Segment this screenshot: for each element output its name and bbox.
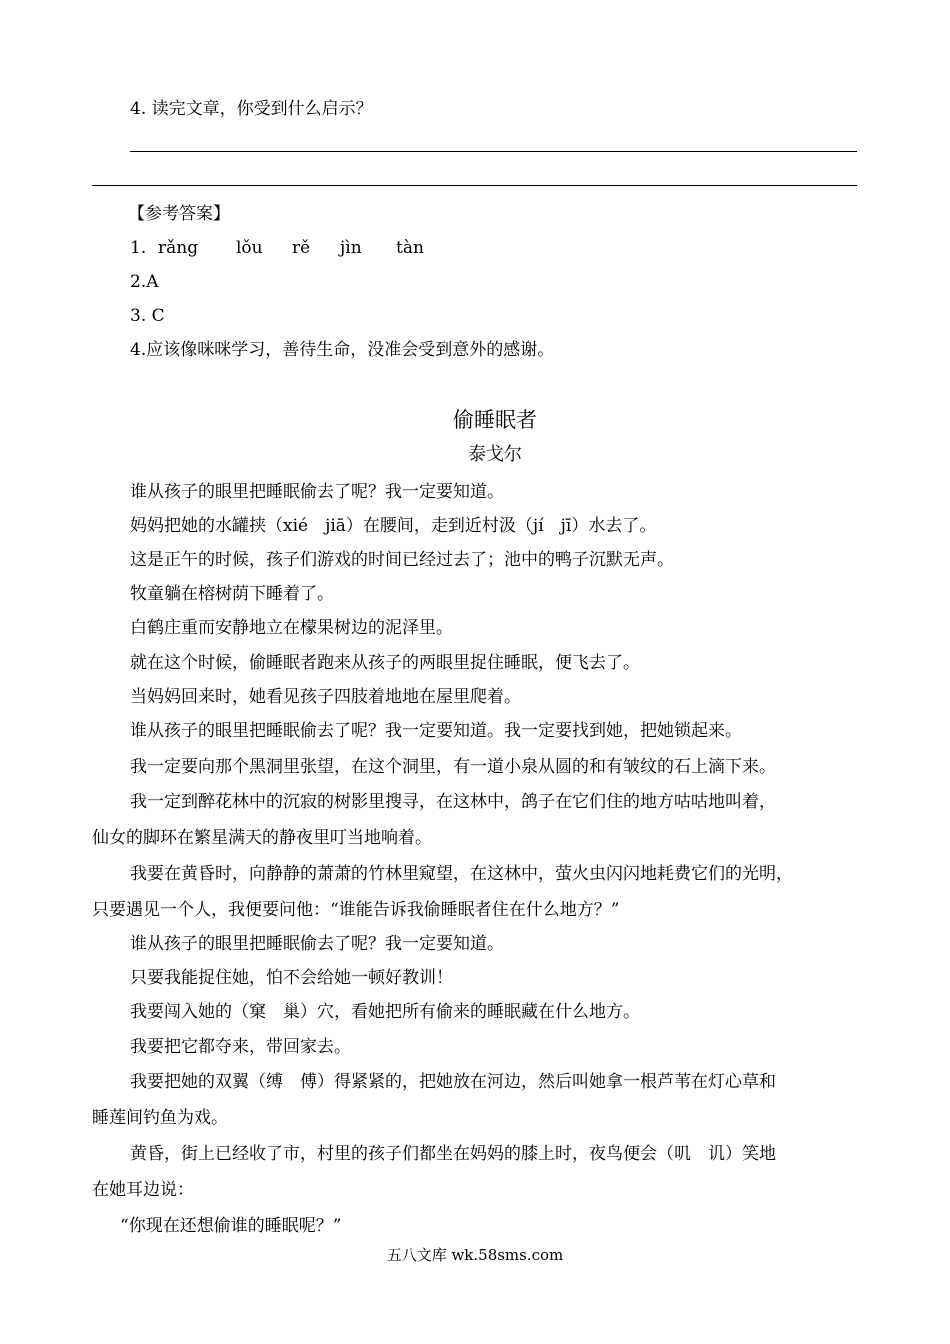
pinyin-3: rě [292,238,311,258]
story-line: 我一定到醉花林中的沉寂的树影里搜寻，在这林中，鸽子在它们住的地方咕咕地叫着， [130,792,776,812]
answer-4: 4.应该像咪咪学习，善待生命，没准会受到意外的感谢。 [130,340,555,360]
story-line: 牧童躺在榕树荫下睡着了。 [130,584,334,604]
answer-line-1 [130,151,857,152]
answer-3: 3. C [130,306,165,326]
pinyin-4: jìn [340,238,362,258]
story-line: 谁从孩子的眼里把睡眠偷去了呢？我一定要知道。 [130,482,504,502]
answer-line-2 [92,185,857,186]
story-line: 谁从孩子的眼里把睡眠偷去了呢？我一定要知道。我一定要找到她，把她锁起来。 [130,721,742,741]
story-line: 我要闯入她的（窠 巢）穴，看她把所有偷来的睡眠藏在什么地方。 [130,1002,640,1022]
story-line: 当妈妈回来时，她看见孩子四肢着地地在屋里爬着。 [130,687,521,707]
answer-1-prefix: 1. [130,238,147,258]
story-line: 白鹤庄重而安静地立在檬果树边的泥泽里。 [130,618,453,638]
question-4: 4. 读完文章，你受到什么启示？ [130,99,373,119]
story-line: 只要遇见一个人，我便要问他：“谁能告诉我偷睡眠者住在什么地方？” [92,900,620,920]
story-line: 我要把它都夺来，带回家去。 [130,1037,351,1057]
story-title: 偷睡眠者 [453,408,537,432]
story-line: 谁从孩子的眼里把睡眠偷去了呢？我一定要知道。 [130,934,504,954]
story-line: 我一定要向那个黑洞里张望，在这个洞里，有一道小泉从圆的和有皱纹的石上滴下来。 [130,757,776,777]
story-author: 泰戈尔 [468,444,522,465]
story-line: “你现在还想偷谁的睡眠呢？” [120,1216,342,1236]
story-line: 这是正午的时候，孩子们游戏的时间已经过去了；池中的鸭子沉默无声。 [130,550,674,570]
answer-2: 2.A [130,272,159,292]
footer-watermark: 五八文库 wk.58sms.com [386,1246,564,1264]
story-line: 只要我能捉住她，怕不会给她一顿好教训！ [130,968,453,988]
story-line: 就在这个时候，偷睡眠者跑来从孩子的两眼里捉住睡眠，便飞去了。 [130,653,640,673]
pinyin-5: tàn [396,238,424,258]
story-line: 妈妈把她的水罐挟（xié jiā）在腰间，走到近村汲（jí jī）水去了。 [130,516,657,536]
answers-header: 【参考答案】 [128,204,230,224]
story-line: 我要在黄昏时，向静静的萧萧的竹林里窥望，在这林中，萤火虫闪闪地耗费它们的光明， [130,864,793,884]
story-line: 在她耳边说： [92,1180,194,1200]
pinyin-2: lǒu [236,238,263,258]
answer-1 [130,236,424,260]
pinyin-1: rǎng [158,238,199,258]
story-line: 睡莲间钓鱼为戏。 [92,1108,228,1128]
story-line: 仙女的脚环在繁星满天的静夜里叮当地响着。 [92,828,432,848]
story-line: 我要把她的双翼（缚 傅）得紧紧的，把她放在河边，然后叫她拿一根芦苇在灯心草和 [130,1072,776,1092]
story-line: 黄昏，街上已经收了市，村里的孩子们都坐在妈妈的膝上时，夜鸟便会（叽 讥）笑地 [130,1144,776,1164]
